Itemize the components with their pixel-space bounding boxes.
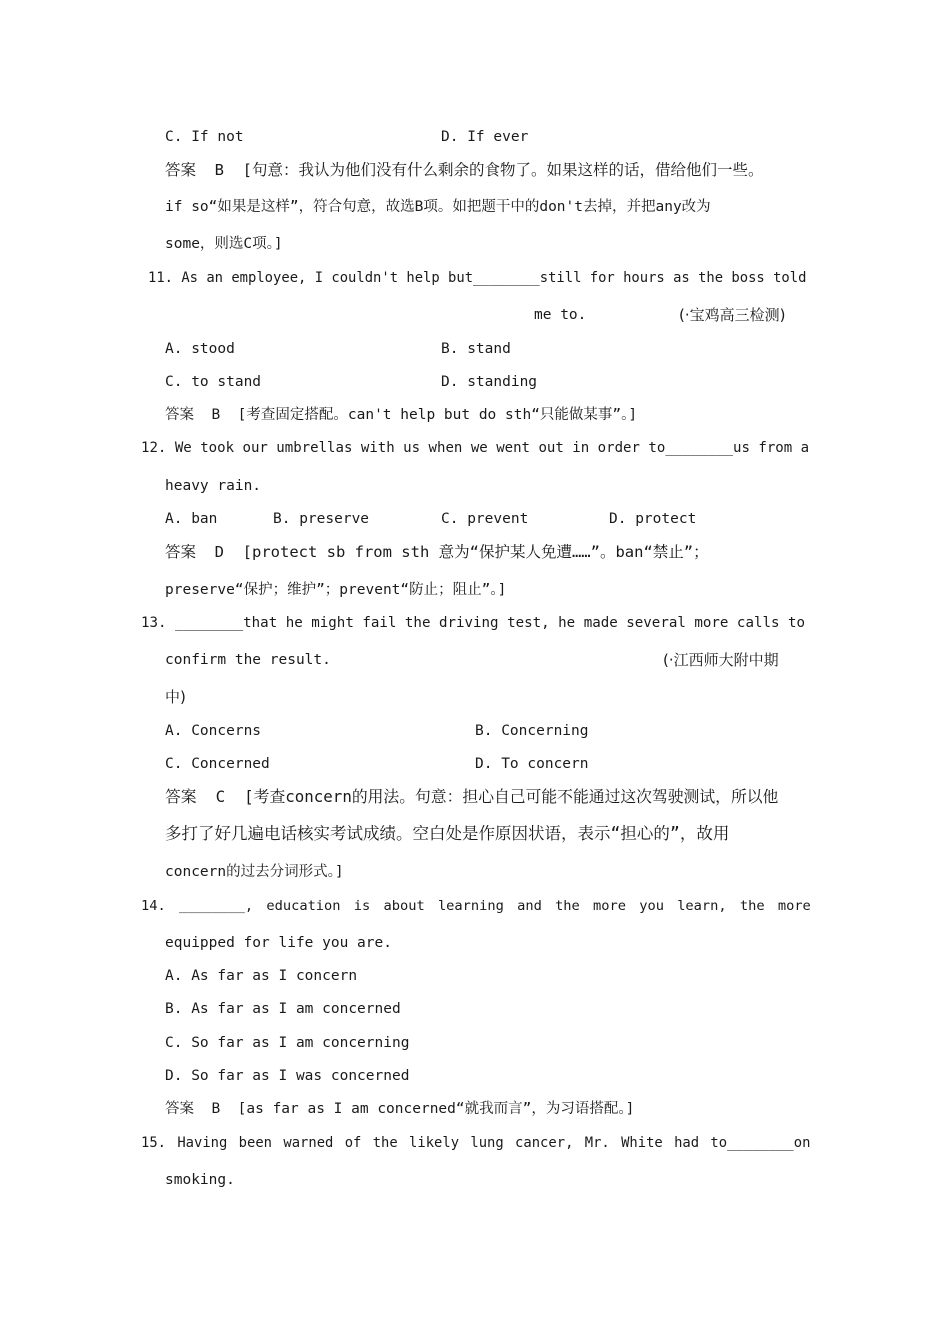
q11-answer: 答案 B [考查固定搭配。can't help but do sth“只能做某事”。] <box>165 407 638 423</box>
q11-option-b: B. stand <box>441 341 511 357</box>
q14-option-b: B. As far as I am concerned <box>165 1001 401 1017</box>
q10-option-c: C. If not <box>165 129 244 145</box>
q13-option-d: D. To concern <box>475 756 589 772</box>
q14-option-a: A. As far as I concern <box>165 968 358 984</box>
q11-stem-line-1: 11. As an employee, I couldn't help but________still for hours as the boss told <box>148 270 807 286</box>
q10-answer-line-3: some，则选C项。] <box>165 236 283 252</box>
q12-option-c: C. prevent <box>441 511 529 527</box>
q12-option-d: D. protect <box>609 511 697 527</box>
q12-option-b: B. preserve <box>273 511 370 527</box>
q10-answer-line-1: 答案 B [句意：我认为他们没有什么剩余的食物了。如果这样的话，借给他们一些。 <box>165 161 764 179</box>
q13-answer-line-1: 答案 C [考查concern的用法。句意：担心自己可能不能通过这次驾驶测试，所以他 <box>165 787 779 806</box>
q11-option-a: A. stood <box>165 341 235 357</box>
q14-stem-line-2: equipped for life you are. <box>165 935 392 951</box>
q13-option-b: B. Concerning <box>475 723 589 739</box>
q12-option-a: A. ban <box>165 511 218 527</box>
q15-stem-line-2: smoking. <box>165 1172 235 1188</box>
q11-stem-line-2: me to. <box>534 307 587 323</box>
q14-option-d: D. So far as I was concerned <box>165 1068 410 1084</box>
q12-answer-line-1: 答案 D [protect sb from sth 意为“保护某人免遭……”。ban“禁止”； <box>165 543 709 561</box>
q12-answer-line-2: preserve“保护；维护”；prevent“防止；阻止”。] <box>165 582 507 598</box>
q13-stem-line-2: confirm the result. <box>165 652 331 668</box>
q12-stem-line-1: 12. We took our umbrellas with us when we went out in order to________us from a <box>141 440 810 456</box>
q13-stem-line-1: 13. ________that he might fail the driving test, he made several more calls to <box>141 615 806 631</box>
q14-option-c: C. So far as I am concerning <box>165 1035 410 1051</box>
q13-source: (·江西师大附中期 <box>663 651 779 669</box>
q14-answer: 答案 B [as far as I am concerned“就我而言”，为习语搭配。] <box>165 1101 635 1117</box>
q15-stem-line-1: 15. Having been warned of the likely lung cancer, Mr. White had to________on <box>141 1135 811 1151</box>
q13-option-a: A. Concerns <box>165 723 262 739</box>
q11-option-d: D. standing <box>441 374 538 390</box>
q10-option-d: D. If ever <box>441 129 529 145</box>
q11-option-c: C. to stand <box>165 374 262 390</box>
q10-answer-line-2: if so“如果是这样”，符合句意，故选B项。如把题干中的don't去掉，并把any改为 <box>165 199 711 215</box>
q12-stem-line-2: heavy rain. <box>165 478 262 494</box>
q13-option-c: C. Concerned <box>165 756 270 772</box>
q14-stem-line-1: 14. ________, education is about learning and the more you learn, the more <box>141 898 811 914</box>
q13-answer-line-3: concern的过去分词形式。] <box>165 864 344 880</box>
q11-source: (·宝鸡高三检测) <box>679 306 786 324</box>
q13-answer-line-2: 多打了好几遍电话核实考试成绩。空白处是作原因状语，表示“担心的”，故用 <box>165 824 730 843</box>
q13-source-continued: 中) <box>165 688 186 706</box>
